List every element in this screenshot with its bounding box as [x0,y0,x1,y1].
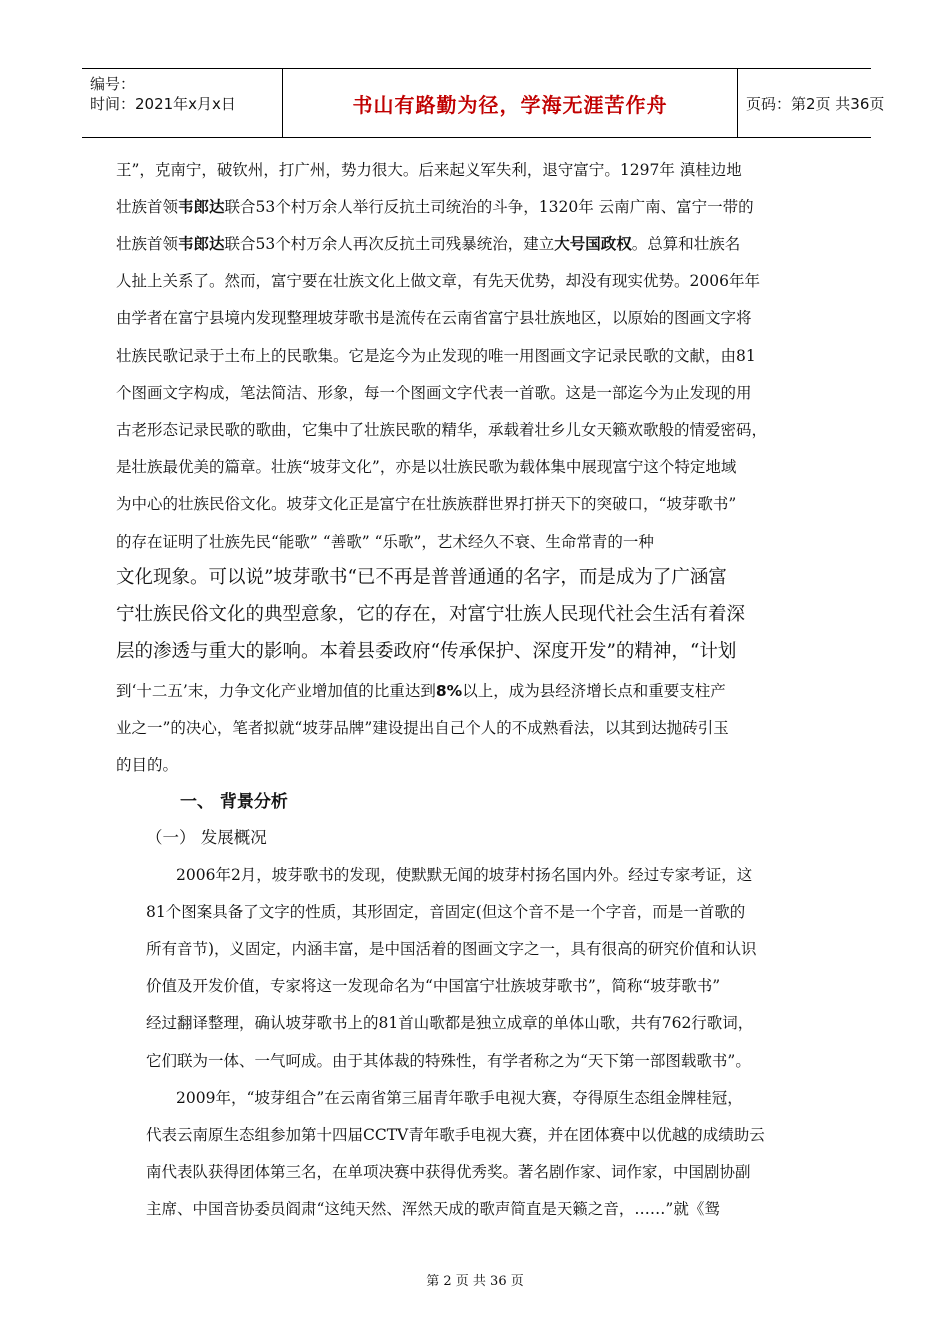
paragraph-line: 价值及开发价值，专家将这一发现命名为“中国富宁壮族坡芽歌书”，简称“坡芽歌书” [146,977,721,995]
text-line: 壮族首领韦郎达联合53个村万余人举行反抗土司统治的斗争，1320年 云南广南、富宁一带的 [116,198,754,216]
bold-term: 大号国政权 [554,235,632,253]
text-line: 是壮族最优美的篇章。壮族“坡芽文化”，亦是以壮族民歌为载体集中展现富宁这个特定地域 [116,458,737,476]
text-line: 为中心的壮族民俗文化。坡芽文化正是富宁在壮族族群世界打拼天下的突破口，“坡芽歌书” [116,495,737,513]
paragraph-line: 南代表队获得团体第三名，在单项决赛中获得优秀奖。著名剧作家、词作家，中国剧协副 [146,1163,751,1181]
text-line: 到‘十二五’末，力争文化产业增加值的比重达到8%以上，成为县经济增长点和重要支柱产 [116,682,726,700]
paragraph-line: 代表云南原生态组参加第十四届CCTV青年歌手电视大赛，并在团体赛中以优越的成绩助云 [146,1126,765,1144]
page-header [82,68,885,138]
header-motto: 书山有路勤为径，学海无涯苦作舟 [352,93,668,117]
bold-name: 韦郎达 [178,235,225,253]
paragraph-line: 2006年2月，坡芽歌书的发现，使默默无闻的坡芽村扬名国内外。经过专家考证，这 [176,866,753,884]
paragraph-line: 所有音节)，义固定，内涵丰富，是中国活着的图画文字之一，具有很高的研究价值和认识 [146,940,757,958]
bold-percent: 8% [435,682,463,700]
header-meta-cell [82,69,282,137]
text-line: 宁壮族民俗文化的典型意象，它的存在，对富宁壮族人民现代社会生活有着深 [116,604,746,625]
paragraph-line: 81个图案具备了文字的性质，其形固定，音固定(但这个音不是一个字音，而是一首歌的 [146,903,746,921]
text-line: 古老形态记录民歌的歌曲，它集中了壮族民歌的精华，承载着壮乡儿女天籁欢歌般的情爱密码， [116,421,768,439]
doc-date-label: 时间：2021年x月x日 [90,95,236,113]
text-line: 文化现象。可以说”坡芽歌书“已不再是普普通通的名字，而是成为了广涵富 [116,567,727,588]
page-footer: 第 2 页 共 36 页 [426,1274,524,1289]
paragraph-line: 2009年，“坡芽组合”在云南省第三届青年歌手电视大赛，夺得原生态组金牌桂冠， [176,1089,743,1107]
bold-name: 韦郎达 [178,198,225,216]
text-line: 的存在证明了壮族先民“能歌” “善歌” “乐歌”，艺术经久不衰、生命常青的一种 [116,533,654,551]
text-line: 壮族民歌记录于土布上的民歌集。它是迄今为止发现的唯一用图画文字记录民歌的文献，由81 [116,347,756,365]
paragraph-line: 经过翻译整理，确认坡芽歌书上的81首山歌都是独立成章的单体山歌，共有762行歌词， [146,1014,754,1032]
paragraph-line: 主席、中国音协委员阎肃“这纯天然、浑然天成的歌声简直是天籁之音，……”就《鸳 [146,1200,720,1218]
doc-number-label: 编号： [90,75,136,93]
header-motto-cell [282,69,738,137]
subsection-heading: （一） 发展概况 [146,828,267,847]
text-line: 层的渗透与重大的影响。本着县委政府“传承保护、深度开发”的精神，“计划 [116,641,737,662]
header-page-cell [738,69,885,137]
text-line: 王”，克南宁，破钦州，打广州，势力很大。后来起义军失利，退守富宁。1297年 滇桂边地 [116,161,742,179]
section-heading: 一、 背景分析 [180,792,288,812]
text-line: 人扯上关系了。然而，富宁要在壮族文化上做文章，有先天优势，却没有现实优势。2006年年 [116,272,760,290]
text-line: 壮族首领韦郎达联合53个村万余人再次反抗土司残暴统治，建立大号国政权。总算和壮族名 [116,235,741,253]
paragraph-line: 它们联为一体、一气呵成。由于其体裁的特殊性，有学者称之为“天下第一部图载歌书”。 [146,1052,751,1070]
text-line: 由学者在富宁县境内发现整理坡芽歌书是流传在云南省富宁县壮族地区，以原始的图画文字将 [116,309,752,327]
text-line: 的目的。 [116,756,179,774]
text-line: 业之一”的决心，笔者拟就“坡芽品牌”建设提出自己个人的不成熟看法，以其到达抛砖引玉 [116,719,729,737]
text-line: 个图画文字构成，笔法简洁、形象，每一个图画文字代表一首歌。这是一部迄今为止发现的用 [116,384,752,402]
header-page-number: 页码：第2页 共36页 [746,95,885,113]
